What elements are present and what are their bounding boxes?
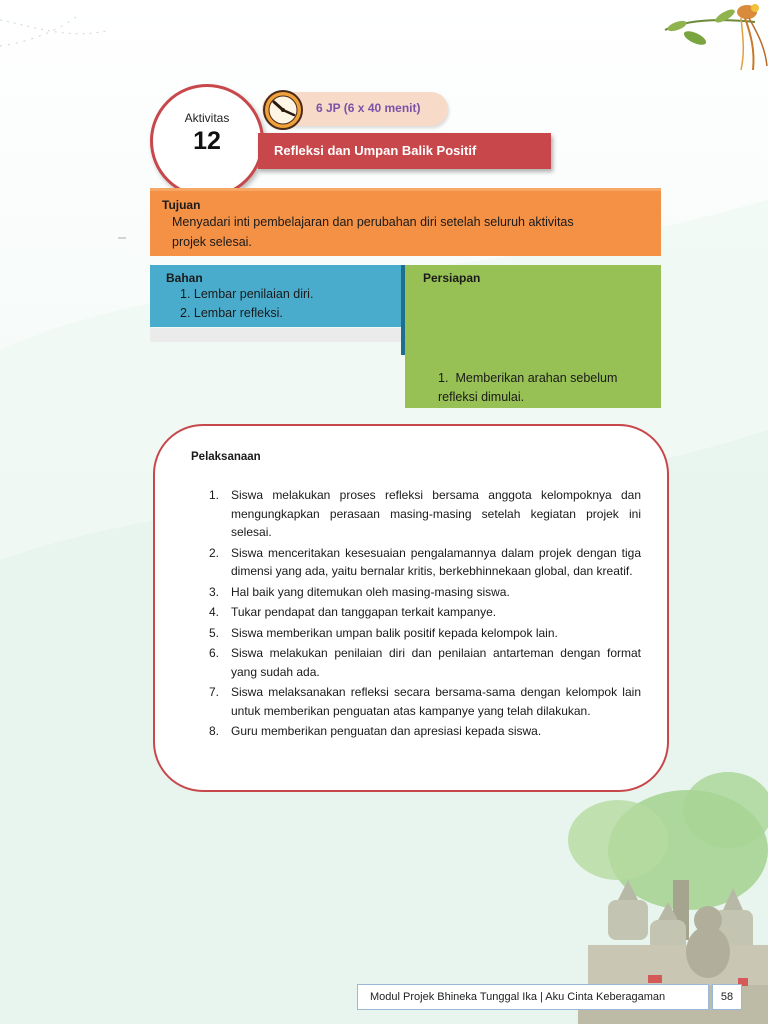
list-item: 1. Siswa melakukan proses refleksi bersama anggota kelompoknya dan mengungkapkan perasaan masing-masing setelah kegiatan projek ini selesai. [209,488,641,539]
bahan-item: 1. Lembar penilaian diri. [180,287,314,301]
activity-title: Refleksi dan Umpan Balik Positif [274,143,477,158]
tujuan-label: Tujuan [162,198,201,212]
persiapan-item [438,369,653,407]
list-item: 8. Guru memberikan penguatan dan apresiasi kepada siswa. [209,724,542,738]
persiapan-item-number: 1. [438,371,449,385]
list-item: 3. Hal baik yang ditemukan oleh masing-masing siswa. [209,584,510,599]
pelaksanaan-box [153,424,669,792]
list-item: 5. Siswa memberikan umpan balik positif kepada kelompok lain. [209,625,558,640]
persiapan-box [405,265,661,408]
footer-text: Modul Projek Bhineka Tunggal Ika | Aku Cinta Keberagaman [370,991,666,1003]
duration-pill [262,92,448,126]
persiapan-label: Persiapan [423,271,481,285]
pelaksanaan-label: Pelaksanaan [191,451,261,463]
list-item: 4. Tukar pendapat dan tanggapan terkait kampanye. [209,605,497,619]
pelaksanaan-list [205,486,641,743]
bahan-box [150,265,404,327]
bahan-label: Bahan [166,271,203,285]
bahan-list [180,285,313,323]
activity-number: 12 [193,127,221,155]
bahan-item: 2. Lembar refleksi. [180,306,283,320]
page-number-box [712,984,742,1010]
list-item: 6. Siswa melakukan penilaian diri dan penilaian antarteman dengan format yang sudah ada. [209,646,641,679]
footer-module-title [357,984,709,1010]
activity-label: Aktivitas [184,111,230,125]
activity-title-bar [258,133,551,169]
clock-icon [262,89,304,131]
duration-text: 6 JP (6 x 40 menit) [316,101,421,115]
list-item: 7. Siswa melaksanakan refleksi secara bersama-sama dengan kelompok lain untuk memberikan penguatan atas kampanye yang telah dilakukan. [209,685,641,718]
list-item: 2. Siswa menceritakan kesesuaian pengalamannya dalam projek dengan tiga dimensi yang ada, yaitu bernalar kritis, berkebhinnekaan global, dan kreatif. [209,545,641,578]
bahan-shadow [150,328,404,342]
tujuan-text: Menyadari inti pembelajaran dan perubahan diri setelah seluruh aktivitas projek selesai. [172,215,574,249]
persiapan-item-text: Memberikan arahan sebelum refleksi dimulai. [438,371,618,404]
tujuan-box [150,188,661,256]
activity-badge [150,84,264,198]
page-number: 58 [720,991,734,1003]
bird-illustration [655,0,768,72]
